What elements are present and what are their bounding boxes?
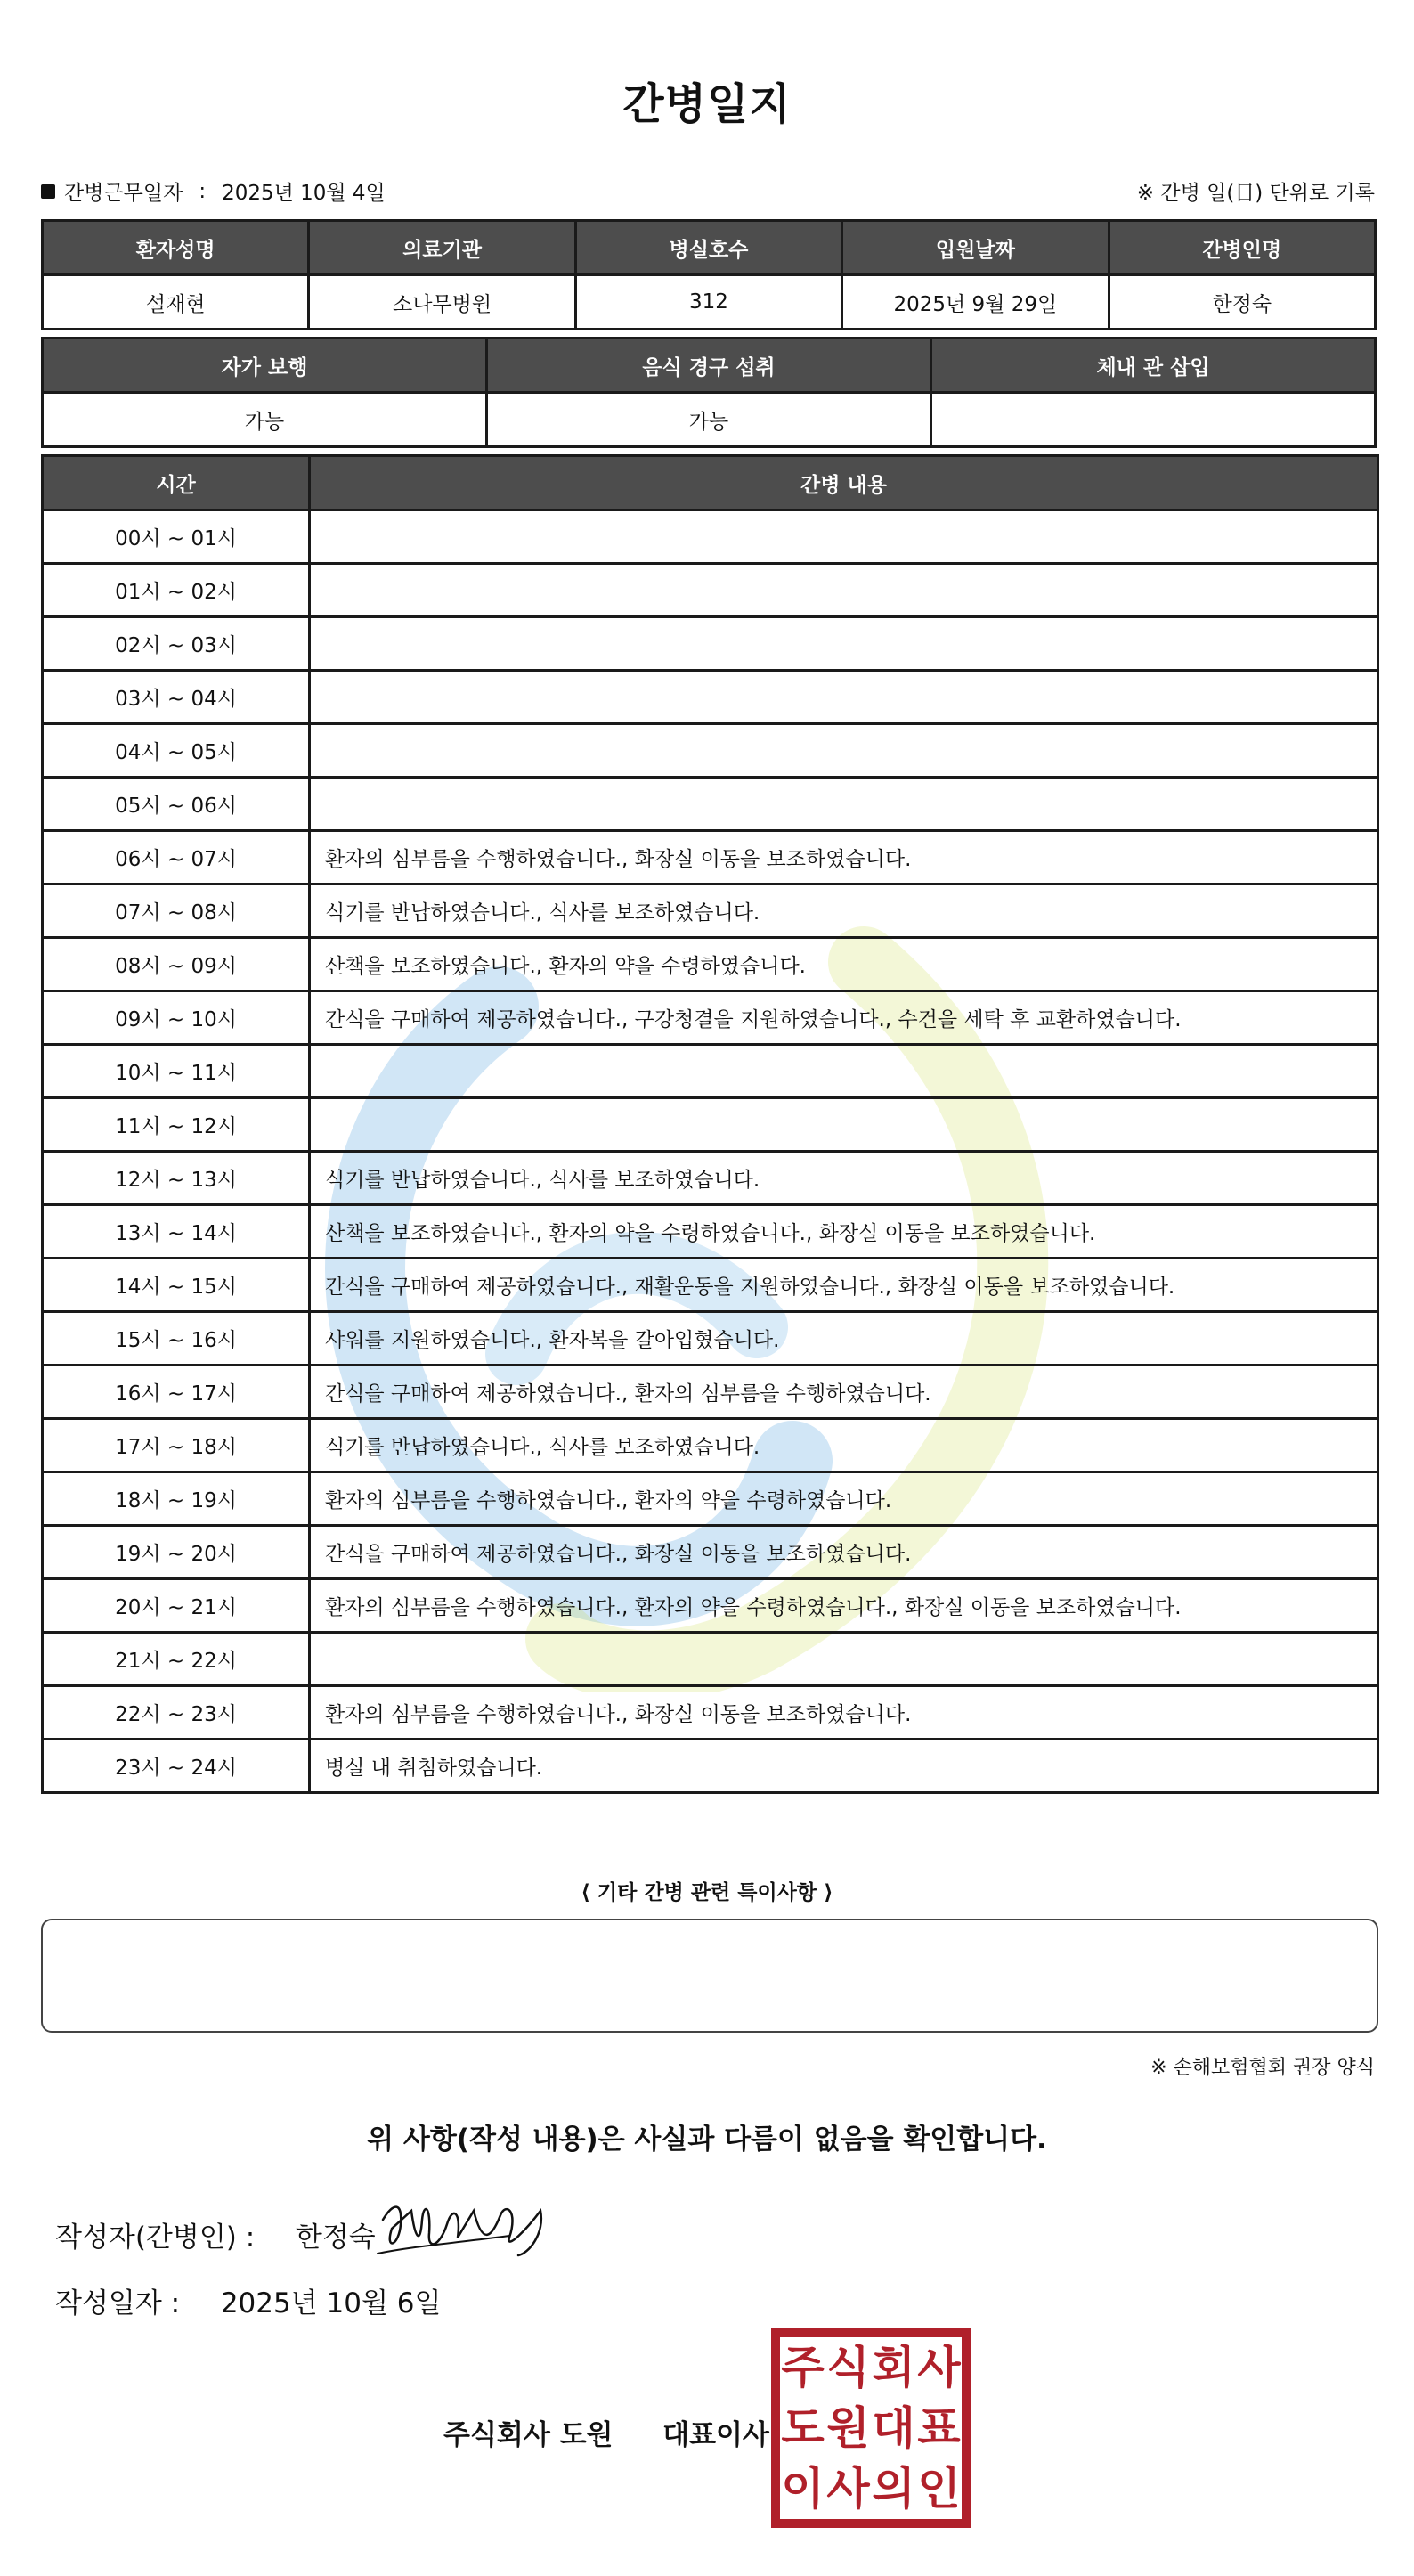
log-time: 20시 ~ 21시 bbox=[43, 1579, 310, 1633]
caregiver-name: 한정숙 bbox=[1109, 275, 1375, 330]
seal-character: 대 bbox=[872, 2402, 915, 2454]
seal-character: 원 bbox=[826, 2402, 870, 2454]
log-content: 식기를 반납하였습니다., 식사를 보조하였습니다. bbox=[310, 1419, 1378, 1472]
table-header-row bbox=[43, 338, 1376, 393]
self-walking: 가능 bbox=[43, 393, 487, 447]
table-row bbox=[43, 275, 1376, 330]
log-content: 환자의 심부름을 수행하였습니다., 화장실 이동을 보조하였습니다. bbox=[310, 831, 1378, 884]
table-row bbox=[43, 1419, 1378, 1472]
page-title: 간병일지 bbox=[622, 79, 792, 129]
confirmation-statement: 위 사항(작성 내용)은 사실과 다름이 없음을 확인합니다. bbox=[367, 2124, 1047, 2156]
log-content: 샤워를 지원하였습니다., 환자복을 갈아입혔습니다. bbox=[310, 1312, 1378, 1365]
oral-intake: 가능 bbox=[487, 393, 931, 447]
log-time: 05시 ~ 06시 bbox=[43, 778, 310, 831]
written-date-value: 2025년 10월 6일 bbox=[220, 2287, 442, 2319]
header-hospital: 의료기관 bbox=[309, 221, 575, 275]
table-row bbox=[43, 1633, 1378, 1686]
log-time: 13시 ~ 14시 bbox=[43, 1205, 310, 1259]
log-content: 간식을 구매하여 제공하였습니다., 화장실 이동을 보조하였습니다. bbox=[310, 1526, 1378, 1579]
patient-info-table bbox=[41, 219, 1377, 330]
care-log-body bbox=[43, 510, 1378, 1793]
admission-date: 2025년 9월 29일 bbox=[842, 275, 1109, 330]
writer-name: 한정숙 bbox=[295, 2221, 376, 2254]
written-date-line bbox=[55, 2280, 441, 2320]
writer-line bbox=[55, 2214, 376, 2254]
seal-character: 도 bbox=[781, 2402, 825, 2454]
log-time: 10시 ~ 11시 bbox=[43, 1045, 310, 1098]
log-content bbox=[310, 671, 1378, 724]
company-seal-stamp bbox=[771, 2328, 971, 2528]
log-time: 11시 ~ 12시 bbox=[43, 1098, 310, 1152]
header-self-walking: 자가 보행 bbox=[43, 338, 487, 393]
hospital: 소나무병원 bbox=[309, 275, 575, 330]
company-line bbox=[443, 2412, 769, 2452]
log-time: 18시 ~ 19시 bbox=[43, 1472, 310, 1526]
header-care-content: 간병 내용 bbox=[310, 456, 1378, 510]
table-row bbox=[43, 1152, 1378, 1205]
log-time: 01시 ~ 02시 bbox=[43, 564, 310, 617]
log-content: 환자의 심부름을 수행하였습니다., 환자의 약을 수령하였습니다. bbox=[310, 1472, 1378, 1526]
header-patient-name: 환자성명 bbox=[43, 221, 309, 275]
header-tube-insertion: 체내 관 삽입 bbox=[931, 338, 1376, 393]
square-bullet-icon bbox=[41, 184, 55, 199]
seal-character: 주 bbox=[781, 2342, 825, 2393]
log-content: 산책을 보조하였습니다., 환자의 약을 수령하였습니다. bbox=[310, 938, 1378, 991]
header-room-number: 병실호수 bbox=[575, 221, 841, 275]
work-date-label: 간병근무일자 bbox=[64, 182, 183, 205]
unit-note: ※ 간병 일(日) 단위로 기록 bbox=[1136, 182, 1375, 205]
log-time: 02시 ~ 03시 bbox=[43, 617, 310, 671]
patient-name: 설재현 bbox=[43, 275, 309, 330]
room-number: 312 bbox=[575, 275, 841, 330]
notes-title: ⟨ 기타 간병 관련 특이사항 ⟩ bbox=[581, 1881, 833, 1904]
seal-character: 의 bbox=[872, 2463, 915, 2515]
table-row bbox=[43, 1686, 1378, 1740]
header-oral-intake: 음식 경구 섭취 bbox=[487, 338, 931, 393]
log-content: 간식을 구매하여 제공하였습니다., 구강청결을 지원하였습니다., 수건을 세탁 후 교환하였습니다. bbox=[310, 991, 1378, 1045]
log-content: 식기를 반납하였습니다., 식사를 보조하였습니다. bbox=[310, 884, 1378, 938]
table-row bbox=[43, 393, 1376, 447]
log-content: 산책을 보조하였습니다., 환자의 약을 수령하였습니다., 화장실 이동을 보조하였습니다. bbox=[310, 1205, 1378, 1259]
seal-character: 인 bbox=[917, 2463, 961, 2515]
tube-insertion bbox=[931, 393, 1376, 447]
log-content: 식기를 반납하였습니다., 식사를 보조하였습니다. bbox=[310, 1152, 1378, 1205]
seal-character: 식 bbox=[826, 2342, 870, 2393]
log-content: 간식을 구매하여 제공하였습니다., 환자의 심부름을 수행하였습니다. bbox=[310, 1365, 1378, 1419]
table-row bbox=[43, 671, 1378, 724]
log-time: 14시 ~ 15시 bbox=[43, 1259, 310, 1312]
table-header-row bbox=[43, 456, 1378, 510]
log-time: 00시 ~ 01시 bbox=[43, 510, 310, 564]
table-row bbox=[43, 1098, 1378, 1152]
log-time: 23시 ~ 24시 bbox=[43, 1740, 310, 1793]
log-time: 06시 ~ 07시 bbox=[43, 831, 310, 884]
table-row bbox=[43, 617, 1378, 671]
log-time: 21시 ~ 22시 bbox=[43, 1633, 310, 1686]
log-content bbox=[310, 724, 1378, 778]
log-time: 03시 ~ 04시 bbox=[43, 671, 310, 724]
log-content bbox=[310, 510, 1378, 564]
table-row bbox=[43, 831, 1378, 884]
patient-status-table bbox=[41, 337, 1377, 448]
table-row bbox=[43, 1526, 1378, 1579]
log-content bbox=[310, 617, 1378, 671]
log-time: 16시 ~ 17시 bbox=[43, 1365, 310, 1419]
table-row bbox=[43, 1259, 1378, 1312]
notes-box bbox=[41, 1919, 1378, 2033]
log-content: 환자의 심부름을 수행하였습니다., 화장실 이동을 보조하였습니다. bbox=[310, 1686, 1378, 1740]
table-row bbox=[43, 1205, 1378, 1259]
log-time: 17시 ~ 18시 bbox=[43, 1419, 310, 1472]
table-row bbox=[43, 724, 1378, 778]
company-title: 대표이사 bbox=[662, 2419, 769, 2451]
handwritten-signature bbox=[376, 2184, 554, 2266]
table-row bbox=[43, 510, 1378, 564]
work-date-separator: : bbox=[199, 179, 207, 203]
table-row bbox=[43, 1472, 1378, 1526]
header-time: 시간 bbox=[43, 456, 310, 510]
table-row bbox=[43, 991, 1378, 1045]
writer-label: 작성자(간병인) : bbox=[55, 2221, 256, 2254]
log-time: 19시 ~ 20시 bbox=[43, 1526, 310, 1579]
log-time: 22시 ~ 23시 bbox=[43, 1686, 310, 1740]
log-time: 08시 ~ 09시 bbox=[43, 938, 310, 991]
form-note: ※ 손해보험협회 권장 양식 bbox=[1150, 2057, 1375, 2079]
log-content: 병실 내 취침하였습니다. bbox=[310, 1740, 1378, 1793]
table-row bbox=[43, 778, 1378, 831]
log-time: 07시 ~ 08시 bbox=[43, 884, 310, 938]
seal-character: 사 bbox=[917, 2342, 961, 2393]
header-caregiver-name: 간병인명 bbox=[1109, 221, 1375, 275]
table-row bbox=[43, 1740, 1378, 1793]
seal-character: 표 bbox=[917, 2402, 961, 2454]
seal-character: 이 bbox=[781, 2463, 825, 2515]
log-time: 09시 ~ 10시 bbox=[43, 991, 310, 1045]
table-row bbox=[43, 1365, 1378, 1419]
table-header-row bbox=[43, 221, 1376, 275]
written-date-label: 작성일자 : bbox=[55, 2287, 181, 2319]
work-date-value: 2025년 10월 4일 bbox=[222, 182, 386, 205]
table-row bbox=[43, 1312, 1378, 1365]
header-admission-date: 입원날짜 bbox=[842, 221, 1109, 275]
log-content: 간식을 구매하여 제공하였습니다., 재활운동을 지원하였습니다., 화장실 이동을 보조하였습니다. bbox=[310, 1259, 1378, 1312]
table-row bbox=[43, 938, 1378, 991]
log-content bbox=[310, 778, 1378, 831]
log-time: 12시 ~ 13시 bbox=[43, 1152, 310, 1205]
table-row bbox=[43, 1045, 1378, 1098]
work-date bbox=[41, 176, 386, 206]
table-row bbox=[43, 884, 1378, 938]
log-time: 04시 ~ 05시 bbox=[43, 724, 310, 778]
table-row bbox=[43, 1579, 1378, 1633]
table-row bbox=[43, 564, 1378, 617]
seal-character: 회 bbox=[872, 2342, 915, 2393]
seal-character: 사 bbox=[826, 2463, 870, 2515]
company-name: 주식회사 도원 bbox=[443, 2419, 614, 2451]
log-content bbox=[310, 564, 1378, 617]
log-time: 15시 ~ 16시 bbox=[43, 1312, 310, 1365]
log-content bbox=[310, 1098, 1378, 1152]
log-content: 환자의 심부름을 수행하였습니다., 환자의 약을 수령하였습니다., 화장실 이동을 보조하였습니다. bbox=[310, 1579, 1378, 1633]
log-content bbox=[310, 1045, 1378, 1098]
care-log-table bbox=[41, 454, 1379, 1794]
log-content bbox=[310, 1633, 1378, 1686]
